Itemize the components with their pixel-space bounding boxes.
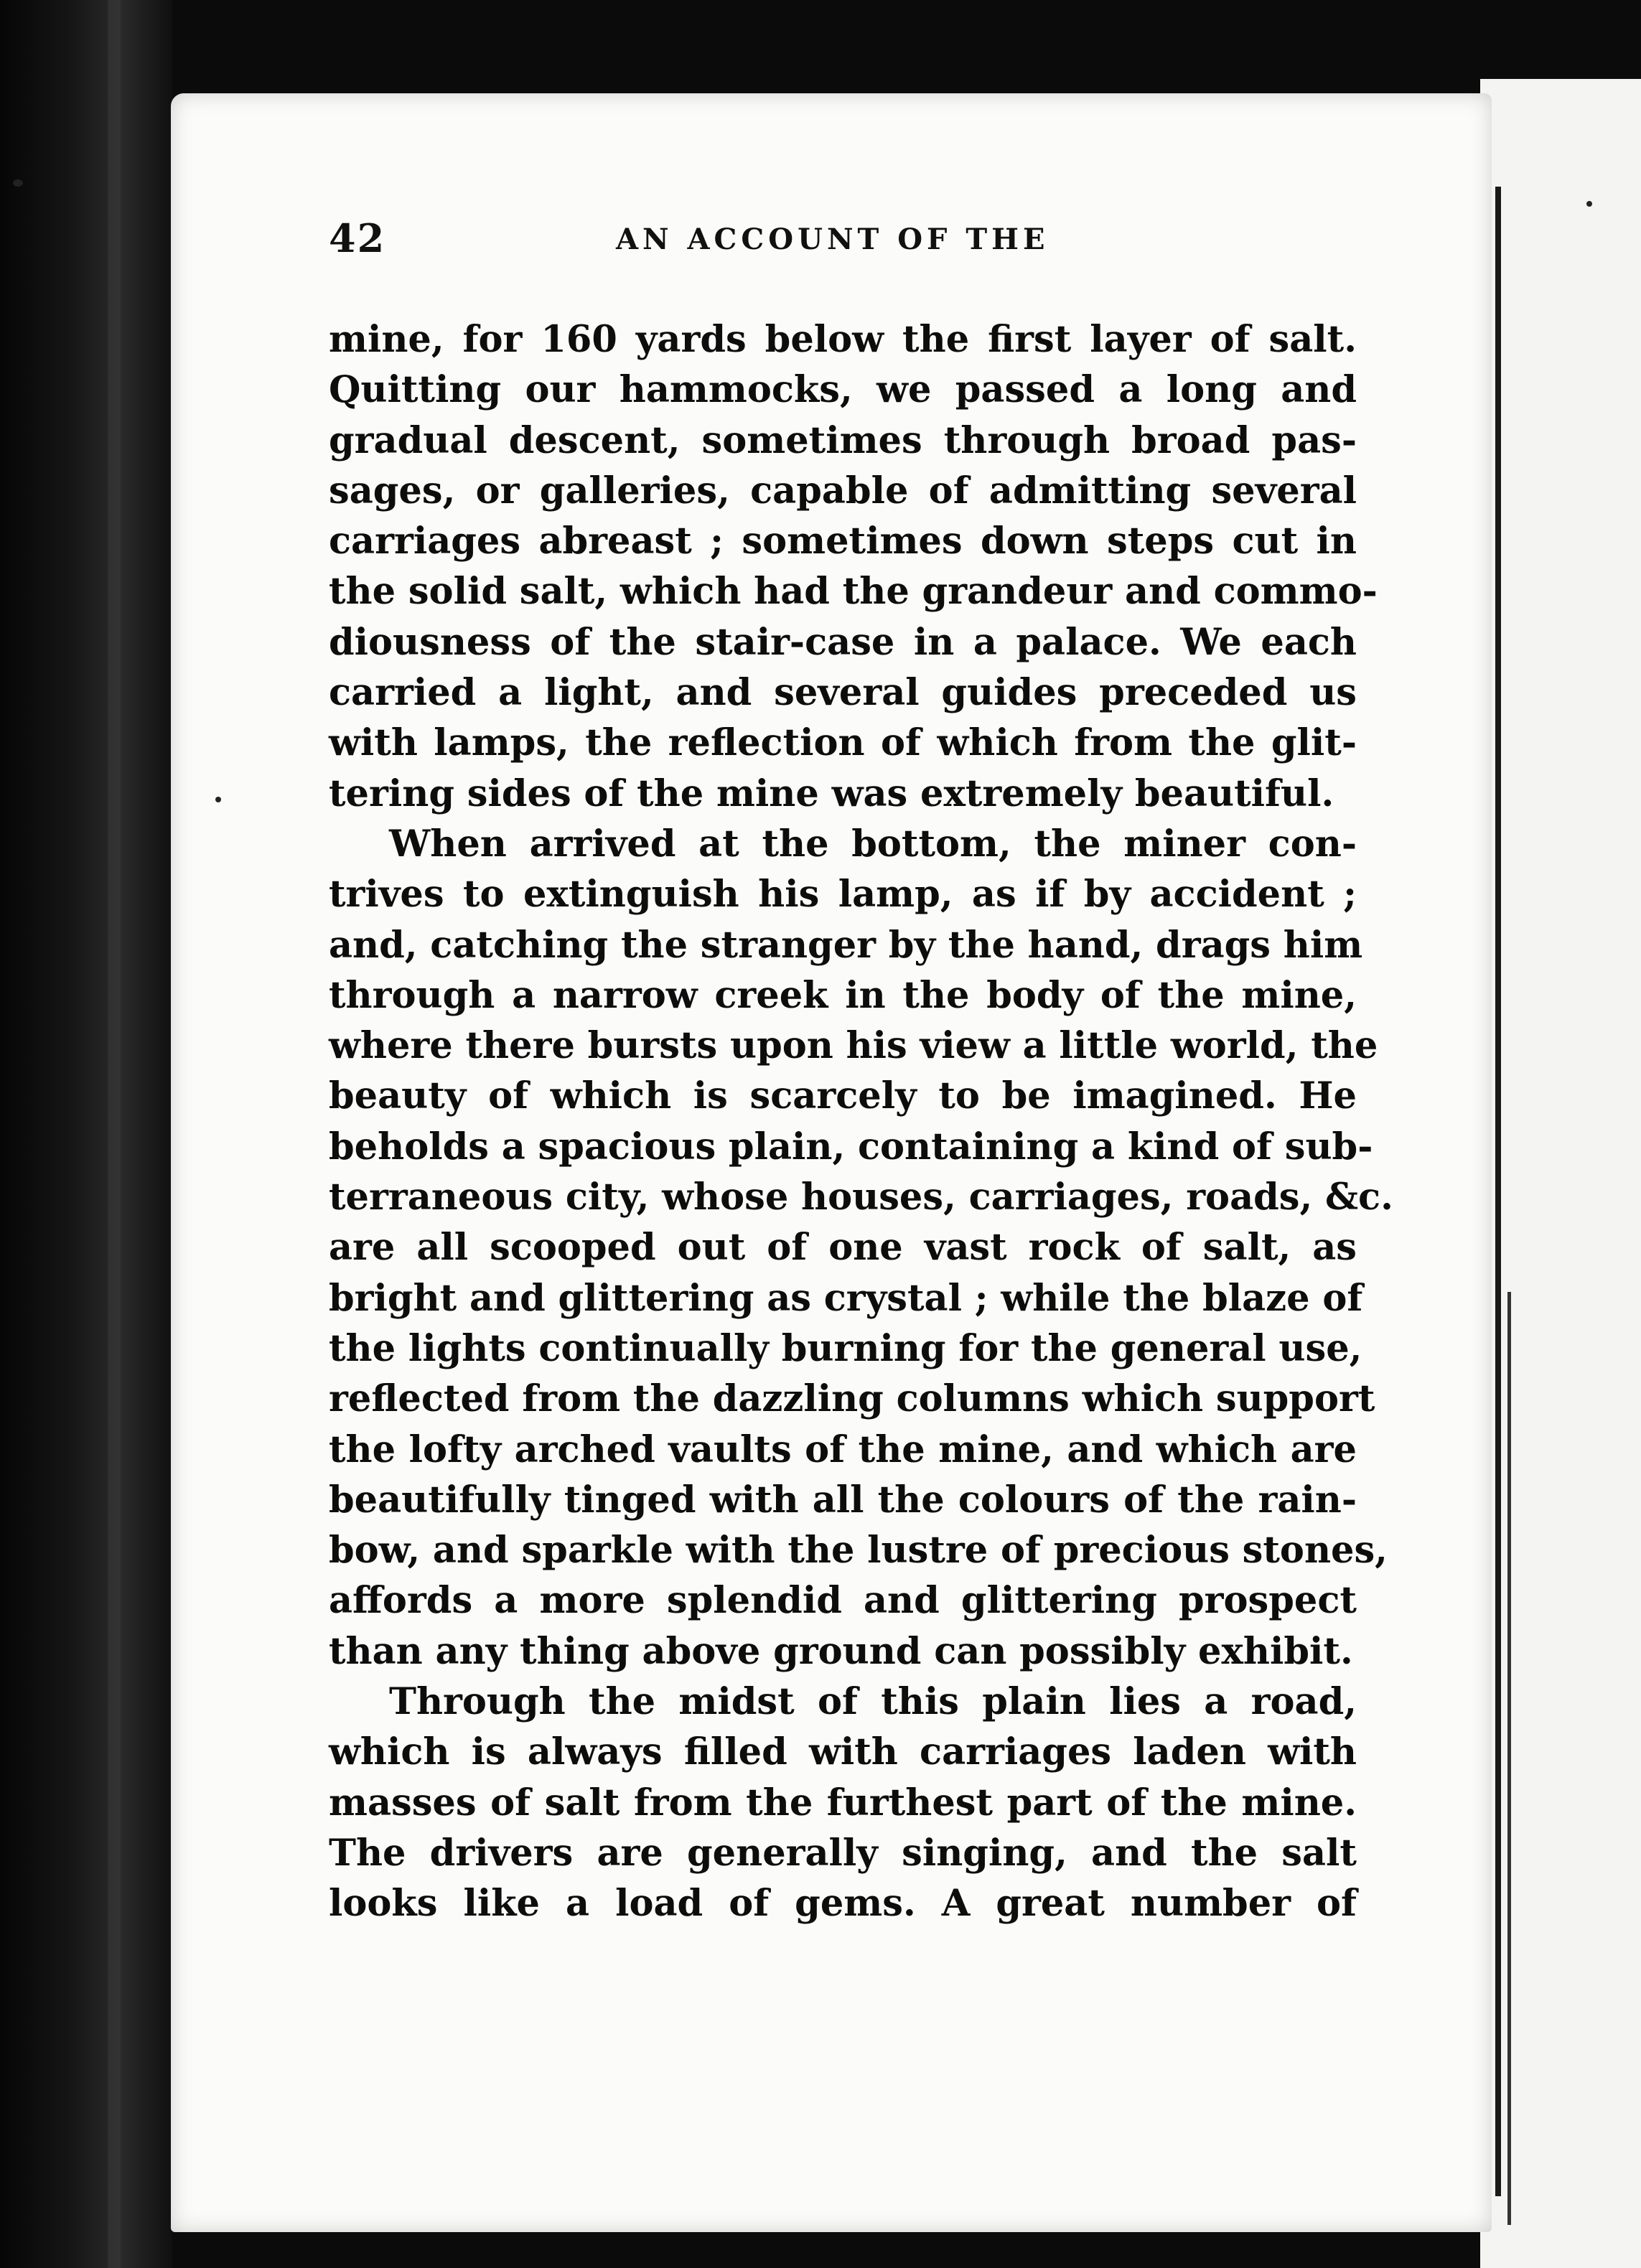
text-line: mine, for 160 yards below the first layer of salt.: [329, 318, 1357, 361]
text-line: masses of salt from the furthest part of the mine.: [329, 1781, 1357, 1824]
text-line: where there bursts upon his view a little world, the: [329, 1024, 1378, 1068]
text-line: than any thing above ground can possibly exhibit.: [329, 1629, 1353, 1673]
text-line: terraneous city, whose houses, carriages, roads, &c.: [329, 1176, 1393, 1219]
text-line: beholds a spacious plain, containing a kind of sub-: [329, 1125, 1373, 1168]
running-head: AN ACCOUNT OF THE: [616, 222, 1049, 256]
book-binding: [0, 0, 172, 2268]
text-line: The drivers are generally singing, and the salt: [329, 1831, 1357, 1875]
text-line: the solid salt, which had the grandeur and commo-: [329, 570, 1378, 614]
text-line: reflected from the dazzling columns which support: [329, 1377, 1375, 1421]
text-line: beauty of which is scarcely to be imagined. He: [329, 1074, 1357, 1118]
text-line: looks like a load of gems. A great number of: [329, 1882, 1357, 1926]
scan-speck: [1586, 201, 1592, 207]
text-line: through a narrow creek in the body of the mine,: [329, 973, 1357, 1017]
text-line: affords a more splendid and glittering prospect: [329, 1579, 1357, 1623]
paragraph: [329, 819, 1393, 1677]
text-line: and, catching the stranger by the hand, drags him: [329, 923, 1363, 967]
text-line: the lights continually burning for the general use,: [329, 1326, 1362, 1370]
text-line: tering sides of the mine was extremely beautiful.: [329, 772, 1334, 815]
text-line: carriages abreast ; sometimes down steps cut in: [329, 520, 1357, 563]
scan-speck: [13, 179, 23, 187]
text-line: When arrived at the bottom, the miner con-: [389, 822, 1357, 866]
scan-speck: [215, 797, 221, 802]
text-line: trives to extinguish his lamp, as if by accident ;: [329, 873, 1357, 917]
page-number: 42: [329, 215, 386, 261]
page-edge-line: [1495, 187, 1501, 2196]
page-header: [329, 215, 1362, 273]
binding-shadow: [108, 0, 121, 2268]
text-line: carried a light, and several guides preceded us: [329, 671, 1357, 715]
paragraph: [329, 1677, 1357, 1929]
text-line: beautifully tinged with all the colours of the rain-: [329, 1478, 1357, 1522]
text-line: Quitting our hammocks, we passed a long and: [329, 368, 1357, 412]
body-text: [329, 314, 1393, 1929]
text-line: with lamps, the reflection of which from the glit-: [329, 721, 1357, 765]
text-line: bright and glittering as crystal ; while the blaze of: [329, 1276, 1363, 1320]
text-line: diousness of the stair-case in a palace. We each: [329, 620, 1357, 664]
page-stack-edge: [1480, 79, 1641, 2268]
text-line: sages, or galleries, capable of admitting several: [329, 469, 1357, 512]
text-line: the lofty arched vaults of the mine, and which are: [329, 1428, 1357, 1471]
page-edge-line: [1507, 1292, 1511, 2225]
text-line: Through the midst of this plain lies a road,: [389, 1680, 1357, 1724]
paragraph: [329, 314, 1378, 819]
text-line: are all scooped out of one vast rock of salt, as: [329, 1226, 1357, 1270]
text-line: gradual descent, sometimes through broad pas-: [329, 418, 1357, 462]
text-line: which is always filled with carriages laden with: [329, 1730, 1357, 1774]
text-line: bow, and sparkle with the lustre of precious stones,: [329, 1529, 1388, 1573]
